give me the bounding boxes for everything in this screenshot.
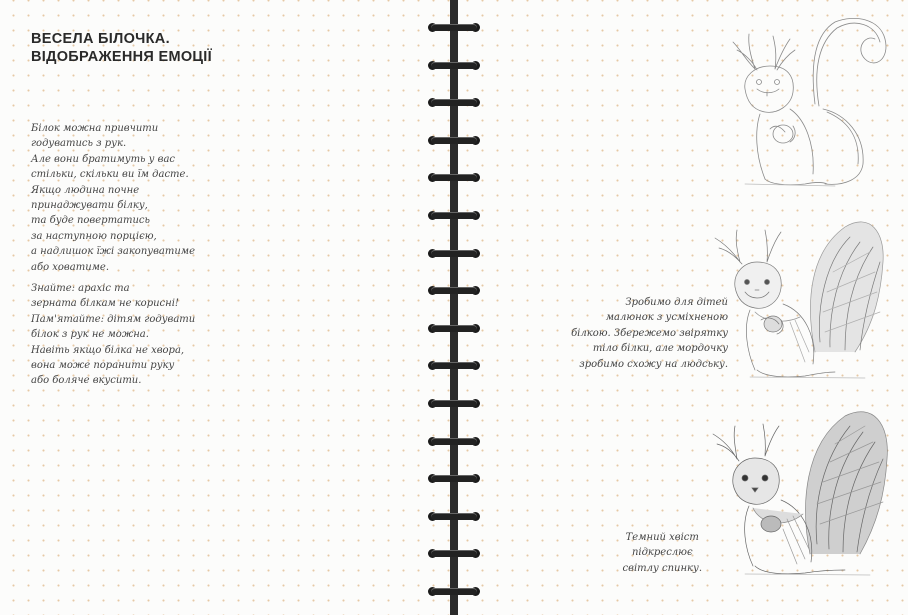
spiral-ring bbox=[428, 399, 480, 408]
warning-paragraph bbox=[31, 281, 221, 389]
text-line: а надлишок їжі закопуватиме bbox=[31, 246, 195, 258]
page-title bbox=[31, 30, 212, 66]
caption-line: Темний хвіст bbox=[625, 532, 699, 543]
smiling-squirrel-sketch bbox=[705, 212, 895, 384]
spiral-ring bbox=[428, 437, 480, 446]
text-line: Якщо людина почне bbox=[31, 184, 140, 196]
tail-caption bbox=[623, 530, 702, 576]
text-line: Навіть якщо білка не хвора, bbox=[31, 344, 185, 356]
text-line: принаджувати білку, bbox=[31, 200, 148, 212]
text-line: зерната білкам не корисні! bbox=[31, 298, 179, 310]
spiral-ring bbox=[428, 286, 480, 295]
text-line: Але вони братимуть у вас bbox=[31, 153, 176, 165]
caption-line: малюнок з усміхненою bbox=[605, 312, 728, 324]
text-line: Пам'ятайте: дітям годувати bbox=[31, 313, 196, 325]
spiral-ring bbox=[428, 173, 480, 182]
text-line: або боляче вкусити. bbox=[31, 375, 142, 387]
caption-line: білкою. Збережемо звірятку bbox=[571, 327, 728, 339]
text-line: або ховатиме. bbox=[31, 261, 110, 273]
text-line: стільки, скільки ви їм дасте. bbox=[31, 169, 189, 181]
text-line: та буде повертатись bbox=[31, 215, 150, 227]
caption-line: світлу спинку. bbox=[622, 562, 702, 574]
text-line: Знайте: арахіс та bbox=[31, 283, 130, 294]
text-line: вона може поранити руку bbox=[31, 360, 175, 372]
title-line-1: ВЕСЕЛА БІЛОЧКА. bbox=[31, 31, 170, 47]
caption-line: підкреслює bbox=[631, 547, 693, 559]
spiral-ring bbox=[428, 249, 480, 258]
text-line: білок з рук не можна. bbox=[31, 329, 149, 341]
text-line: Білок можна привчити bbox=[31, 123, 159, 134]
caption-line: Зробимо для дітей bbox=[625, 297, 728, 308]
spiral-ring bbox=[428, 324, 480, 333]
shaded-squirrel-sketch bbox=[705, 404, 895, 580]
spiral-ring bbox=[428, 361, 480, 370]
spiral-ring bbox=[428, 474, 480, 483]
squirrel-outline-sketch bbox=[715, 14, 900, 194]
spiral-ring bbox=[428, 98, 480, 107]
text-line: годуватись з рук. bbox=[31, 138, 127, 150]
spiral-ring bbox=[428, 512, 480, 521]
notebook-spine bbox=[450, 0, 458, 615]
intro-paragraph bbox=[31, 121, 221, 275]
caption-line: зробимо схожу на людську. bbox=[579, 358, 728, 370]
spiral-ring bbox=[428, 211, 480, 220]
spiral-ring bbox=[428, 587, 480, 596]
spiral-ring bbox=[428, 136, 480, 145]
spiral-ring bbox=[428, 23, 480, 32]
spiral-ring bbox=[428, 549, 480, 558]
caption-line: тіло білки, але мордочку bbox=[592, 343, 728, 355]
title-line-2: ВІДОБРАЖЕННЯ ЕМОЦІЇ bbox=[31, 49, 212, 65]
text-line: за наступною порцією, bbox=[31, 230, 157, 242]
spiral-ring bbox=[428, 61, 480, 70]
